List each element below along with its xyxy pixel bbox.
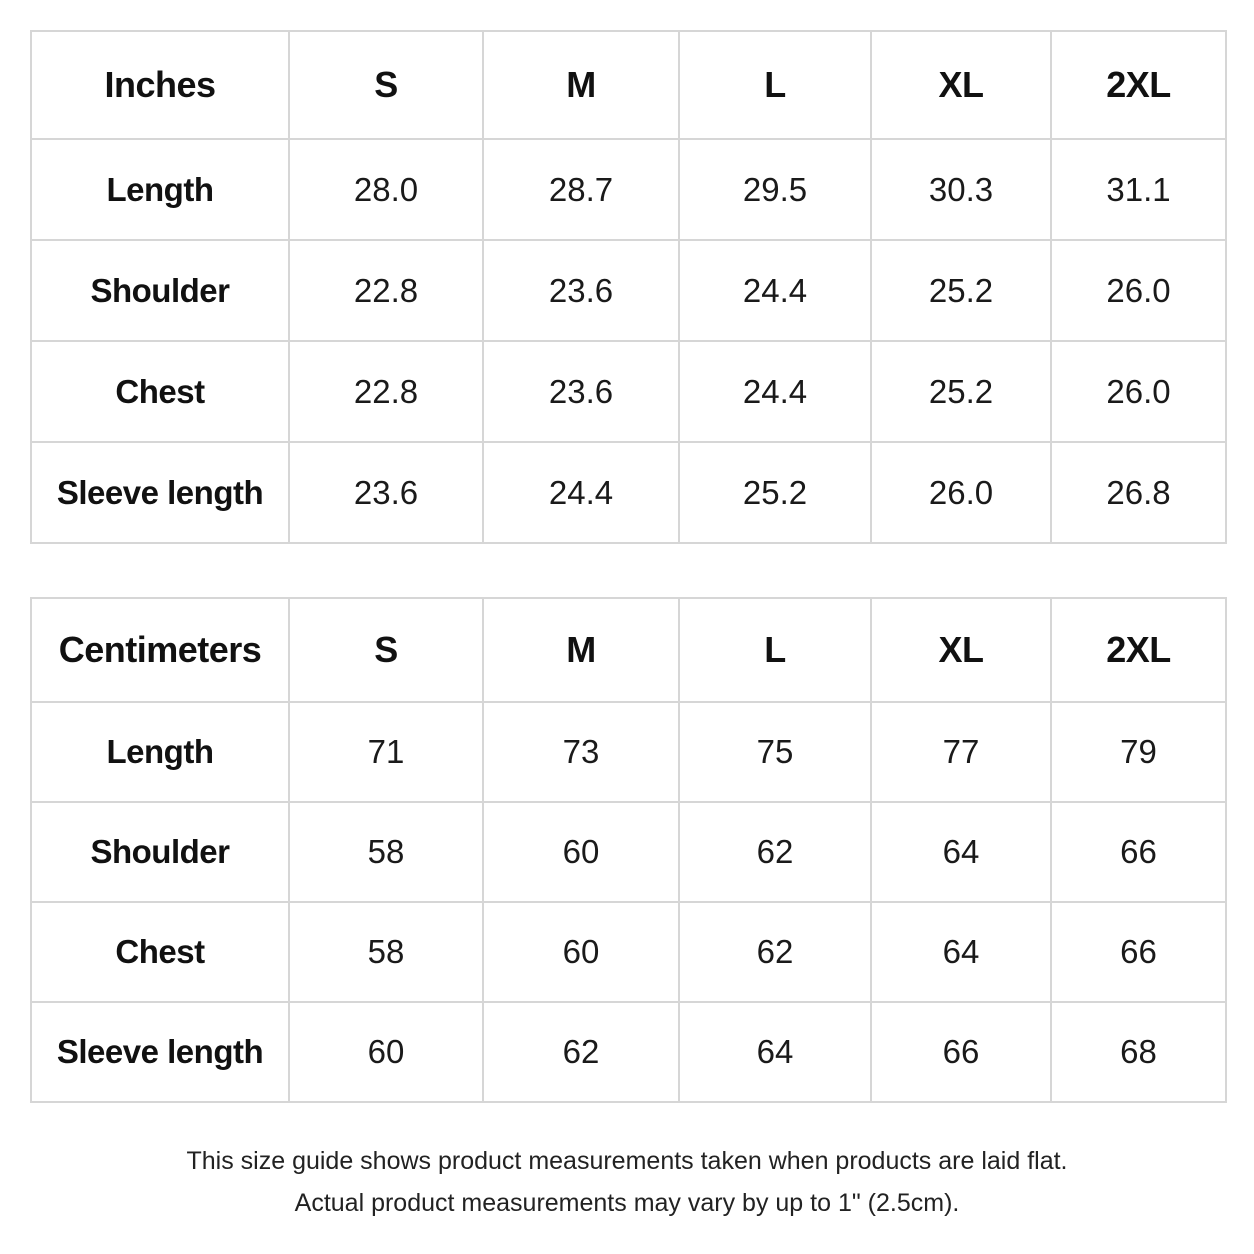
table-cell: 62	[679, 902, 871, 1002]
centimeters-size-table	[30, 597, 1227, 1103]
size-header-s: S	[289, 598, 483, 702]
table-cell: 62	[483, 1002, 679, 1102]
size-header-2xl: 2XL	[1051, 598, 1226, 702]
table-cell: 25.2	[871, 240, 1051, 341]
row-label-sleeve-length: Sleeve length	[31, 442, 289, 543]
table-cell: 64	[871, 802, 1051, 902]
table-cell: 66	[871, 1002, 1051, 1102]
row-label-sleeve-length: Sleeve length	[31, 1002, 289, 1102]
table-row	[31, 341, 1226, 442]
footnote-line-1: This size guide shows product measurements taken when products are laid flat.	[186, 1147, 1068, 1175]
table-row	[31, 1002, 1226, 1102]
size-header-xl: XL	[871, 31, 1051, 139]
table-cell: 60	[483, 802, 679, 902]
table-cell: 26.0	[1051, 341, 1226, 442]
table-header-row	[31, 598, 1226, 702]
table-row	[31, 702, 1226, 802]
table-cell: 26.0	[1051, 240, 1226, 341]
size-guide-footnote	[0, 1140, 1254, 1224]
table-cell: 23.6	[483, 341, 679, 442]
size-header-xl: XL	[871, 598, 1051, 702]
unit-label: Inches	[31, 31, 289, 139]
row-label-length: Length	[31, 702, 289, 802]
table-cell: 75	[679, 702, 871, 802]
table-cell: 26.8	[1051, 442, 1226, 543]
table-cell: 29.5	[679, 139, 871, 240]
table-row	[31, 802, 1226, 902]
table-cell: 73	[483, 702, 679, 802]
table-cell: 66	[1051, 902, 1226, 1002]
size-header-l: L	[679, 31, 871, 139]
table-cell: 24.4	[483, 442, 679, 543]
row-label-length: Length	[31, 139, 289, 240]
table-cell: 24.4	[679, 240, 871, 341]
table-cell: 64	[871, 902, 1051, 1002]
table-cell: 28.0	[289, 139, 483, 240]
table-header-row	[31, 31, 1226, 139]
table-cell: 22.8	[289, 240, 483, 341]
table-row	[31, 139, 1226, 240]
table-cell: 31.1	[1051, 139, 1226, 240]
unit-label: Centimeters	[31, 598, 289, 702]
row-label-shoulder: Shoulder	[31, 240, 289, 341]
table-cell: 58	[289, 802, 483, 902]
table-cell: 25.2	[679, 442, 871, 543]
table-cell: 23.6	[483, 240, 679, 341]
table-cell: 22.8	[289, 341, 483, 442]
table-cell: 71	[289, 702, 483, 802]
table-cell: 28.7	[483, 139, 679, 240]
table-row	[31, 442, 1226, 543]
table-cell: 26.0	[871, 442, 1051, 543]
table-cell: 23.6	[289, 442, 483, 543]
table-cell: 64	[679, 1002, 871, 1102]
size-header-l: L	[679, 598, 871, 702]
table-cell: 58	[289, 902, 483, 1002]
size-header-s: S	[289, 31, 483, 139]
row-label-chest: Chest	[31, 902, 289, 1002]
table-cell: 79	[1051, 702, 1226, 802]
table-row	[31, 902, 1226, 1002]
table-cell: 62	[679, 802, 871, 902]
size-header-2xl: 2XL	[1051, 31, 1226, 139]
inches-size-table	[30, 30, 1227, 544]
size-header-m: M	[483, 31, 679, 139]
row-label-shoulder: Shoulder	[31, 802, 289, 902]
table-cell: 68	[1051, 1002, 1226, 1102]
table-cell: 77	[871, 702, 1051, 802]
table-cell: 60	[289, 1002, 483, 1102]
size-header-m: M	[483, 598, 679, 702]
table-cell: 25.2	[871, 341, 1051, 442]
table-cell: 66	[1051, 802, 1226, 902]
table-row	[31, 240, 1226, 341]
table-cell: 24.4	[679, 341, 871, 442]
footnote-line-2: Actual product measurements may vary by up to 1" (2.5cm).	[294, 1189, 960, 1217]
table-cell: 60	[483, 902, 679, 1002]
table-cell: 30.3	[871, 139, 1051, 240]
row-label-chest: Chest	[31, 341, 289, 442]
